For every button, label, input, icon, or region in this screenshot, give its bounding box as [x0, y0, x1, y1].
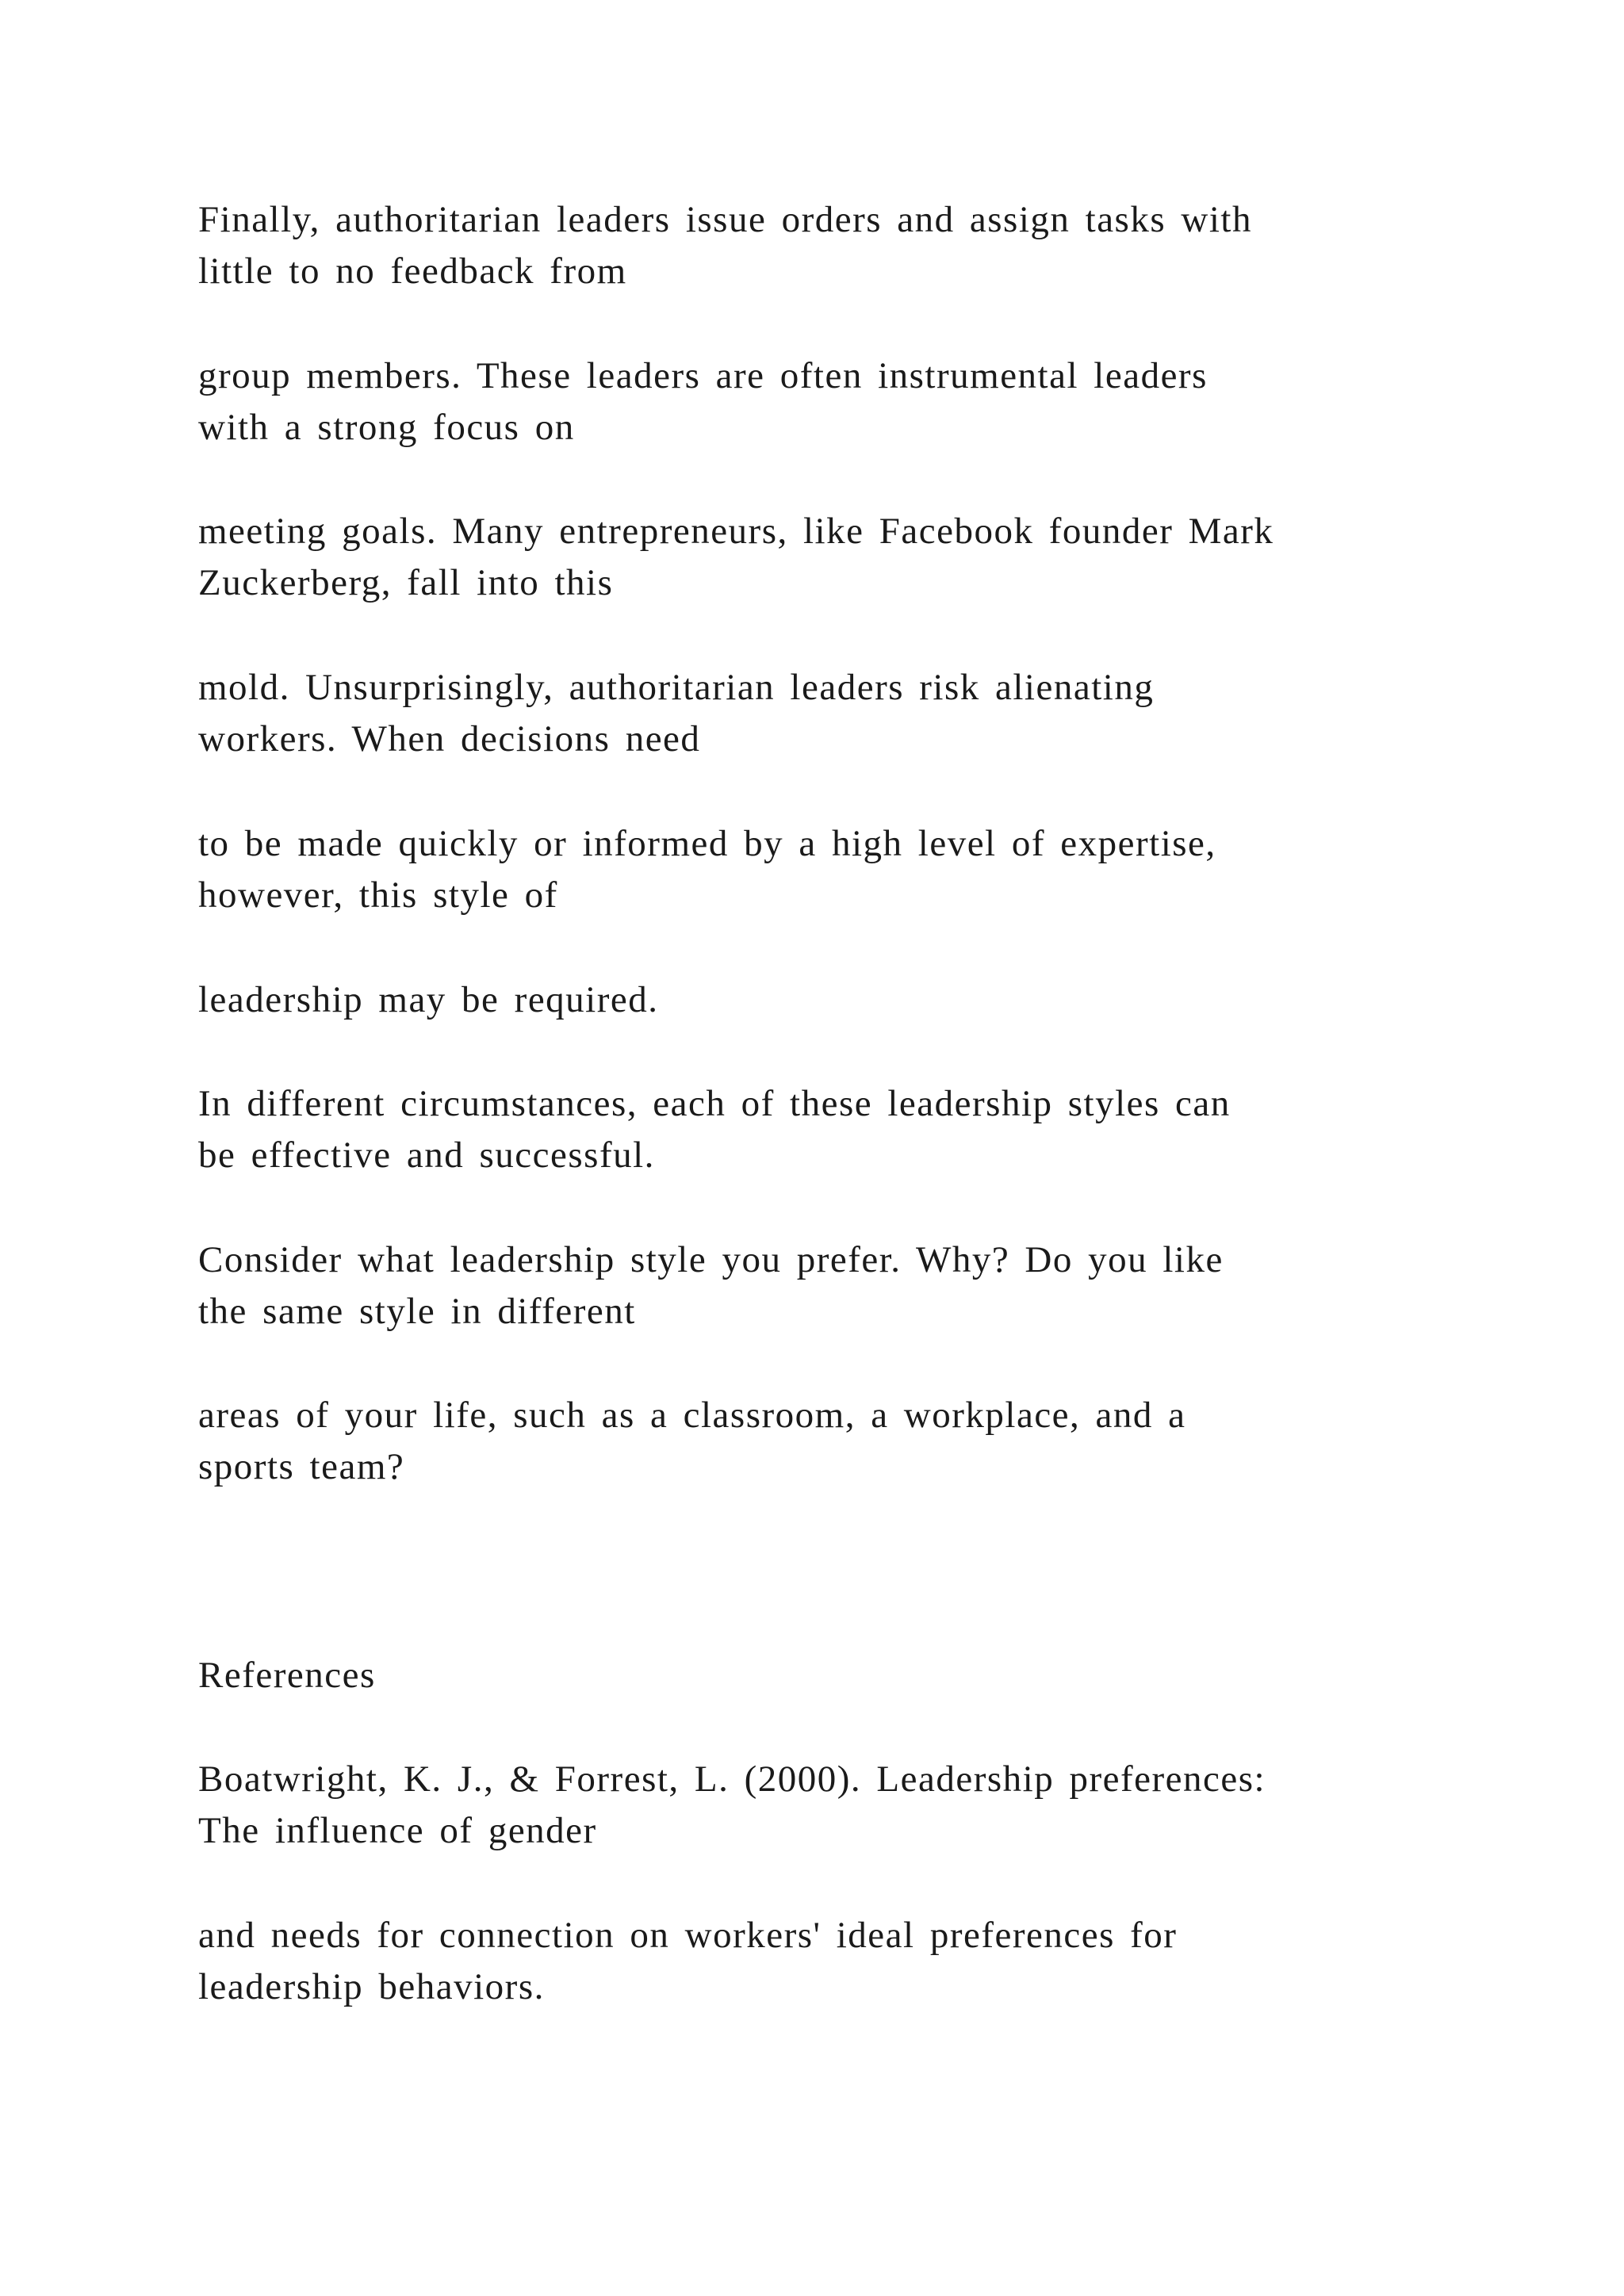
text-line: mold. Unsurprisingly, authoritarian leaders risk alienating: [198, 667, 1155, 708]
text-line: Finally, authoritarian leaders issue orders and assign tasks with: [198, 199, 1252, 240]
paragraph-mold: [198, 662, 1467, 765]
text-line: to be made quickly or informed by a high level of expertise,: [198, 823, 1216, 864]
text-line: the same style in different: [198, 1291, 636, 1332]
text-line: group members. These leaders are often instrumental leaders: [198, 355, 1208, 396]
text-line: workers. When decisions need: [198, 718, 701, 760]
paragraph-areas-of-life: [198, 1390, 1467, 1493]
text-line: however, this style of: [198, 874, 558, 916]
paragraph-consider: [198, 1234, 1467, 1337]
text-line: be effective and successful.: [198, 1135, 655, 1176]
text-line: Zuckerberg, fall into this: [198, 562, 614, 603]
references-heading: [198, 1650, 1467, 1701]
text-line: Boatwright, K. J., & Forrest, L. (2000). Leadership preferences:: [198, 1758, 1266, 1800]
text-line: leadership behaviors.: [198, 1966, 545, 2007]
text-line: Consider what leadership style you prefer. Why? Do you like: [198, 1239, 1224, 1280]
text-line: little to no feedback from: [198, 251, 627, 292]
paragraph-meeting-goals: [198, 506, 1467, 609]
reference-entry-continued: [198, 1910, 1467, 2013]
text-line: and needs for connection on workers' ideal preferences for: [198, 1915, 1178, 1956]
text-line: In different circumstances, each of these leadership styles can: [198, 1083, 1231, 1124]
paragraph-authoritarian-intro: [198, 194, 1467, 297]
paragraph-group-members: [198, 350, 1467, 453]
text-line: The influence of gender: [198, 1810, 597, 1851]
text-line: sports team?: [198, 1446, 405, 1487]
text-line: leadership may be required.: [198, 979, 659, 1020]
text-line: with a strong focus on: [198, 407, 575, 448]
text-line: areas of your life, such as a classroom, a workplace, and a: [198, 1395, 1186, 1436]
paragraph-leadership-required: [198, 974, 1467, 1026]
paragraph-decisions: [198, 818, 1467, 921]
text-line: References: [198, 1655, 376, 1696]
reference-entry: [198, 1754, 1467, 1857]
text-line: meeting goals. Many entrepreneurs, like Facebook founder Mark: [198, 511, 1274, 552]
paragraph-circumstances: [198, 1078, 1467, 1181]
